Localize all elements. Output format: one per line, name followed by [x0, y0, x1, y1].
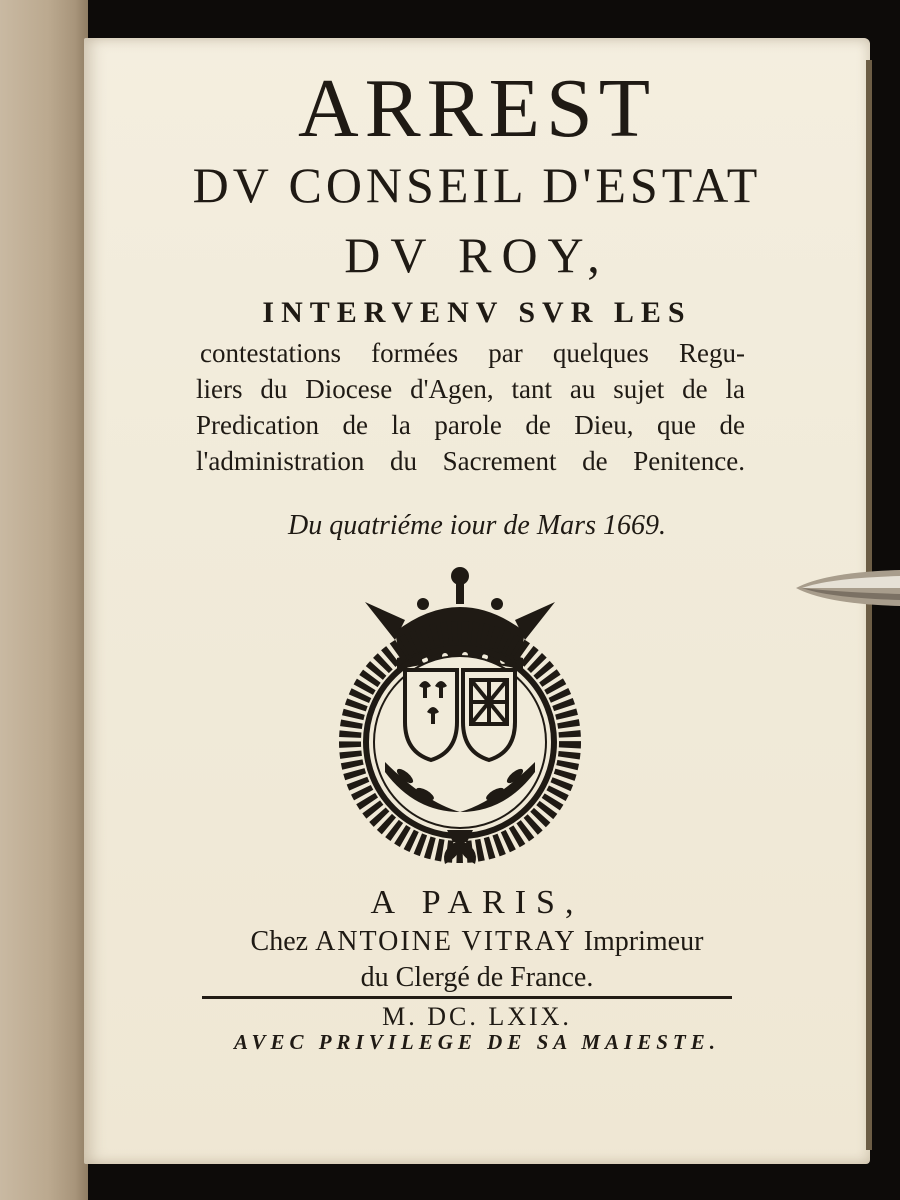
printer-role: Imprimeur	[583, 926, 704, 957]
book-cover-left	[0, 0, 88, 1200]
imprint-printer	[84, 926, 870, 958]
date-line: Du quatriéme iour de Mars 1669.	[288, 510, 666, 541]
imprint-clergy: du Clergé de France.	[360, 962, 594, 993]
imprint-city: A PARIS,	[370, 884, 584, 921]
title-arrest: ARREST	[297, 62, 657, 155]
body-line-2: liers du Diocese d'Agen, tant au sujet de la	[196, 374, 745, 404]
printer-prefix: Chez	[250, 926, 309, 957]
royal-coat-of-arms-icon	[335, 562, 585, 867]
title-roy: DV ROY,	[344, 227, 610, 283]
imprint-year: M. DC. LXIX.	[382, 1002, 572, 1031]
title-conseil: DV CONSEIL D'ESTAT	[192, 157, 762, 213]
title-intervenu: INTERVENV SVR LES	[262, 296, 692, 329]
body-line-1: contestations formées par quelques Regu-	[200, 338, 745, 368]
bookmark-tab	[796, 566, 900, 610]
body-line-4: l'administration du Sacrement de Penitence.	[196, 446, 745, 476]
divider-rule	[202, 996, 732, 999]
body-line-3: Predication de la parole de Dieu, que de	[196, 410, 745, 440]
imprint-privilege: AVEC PRIVILEGE DE SA MAIESTE.	[234, 1030, 720, 1054]
printer-name: ANTOINE VITRAY	[315, 926, 577, 957]
